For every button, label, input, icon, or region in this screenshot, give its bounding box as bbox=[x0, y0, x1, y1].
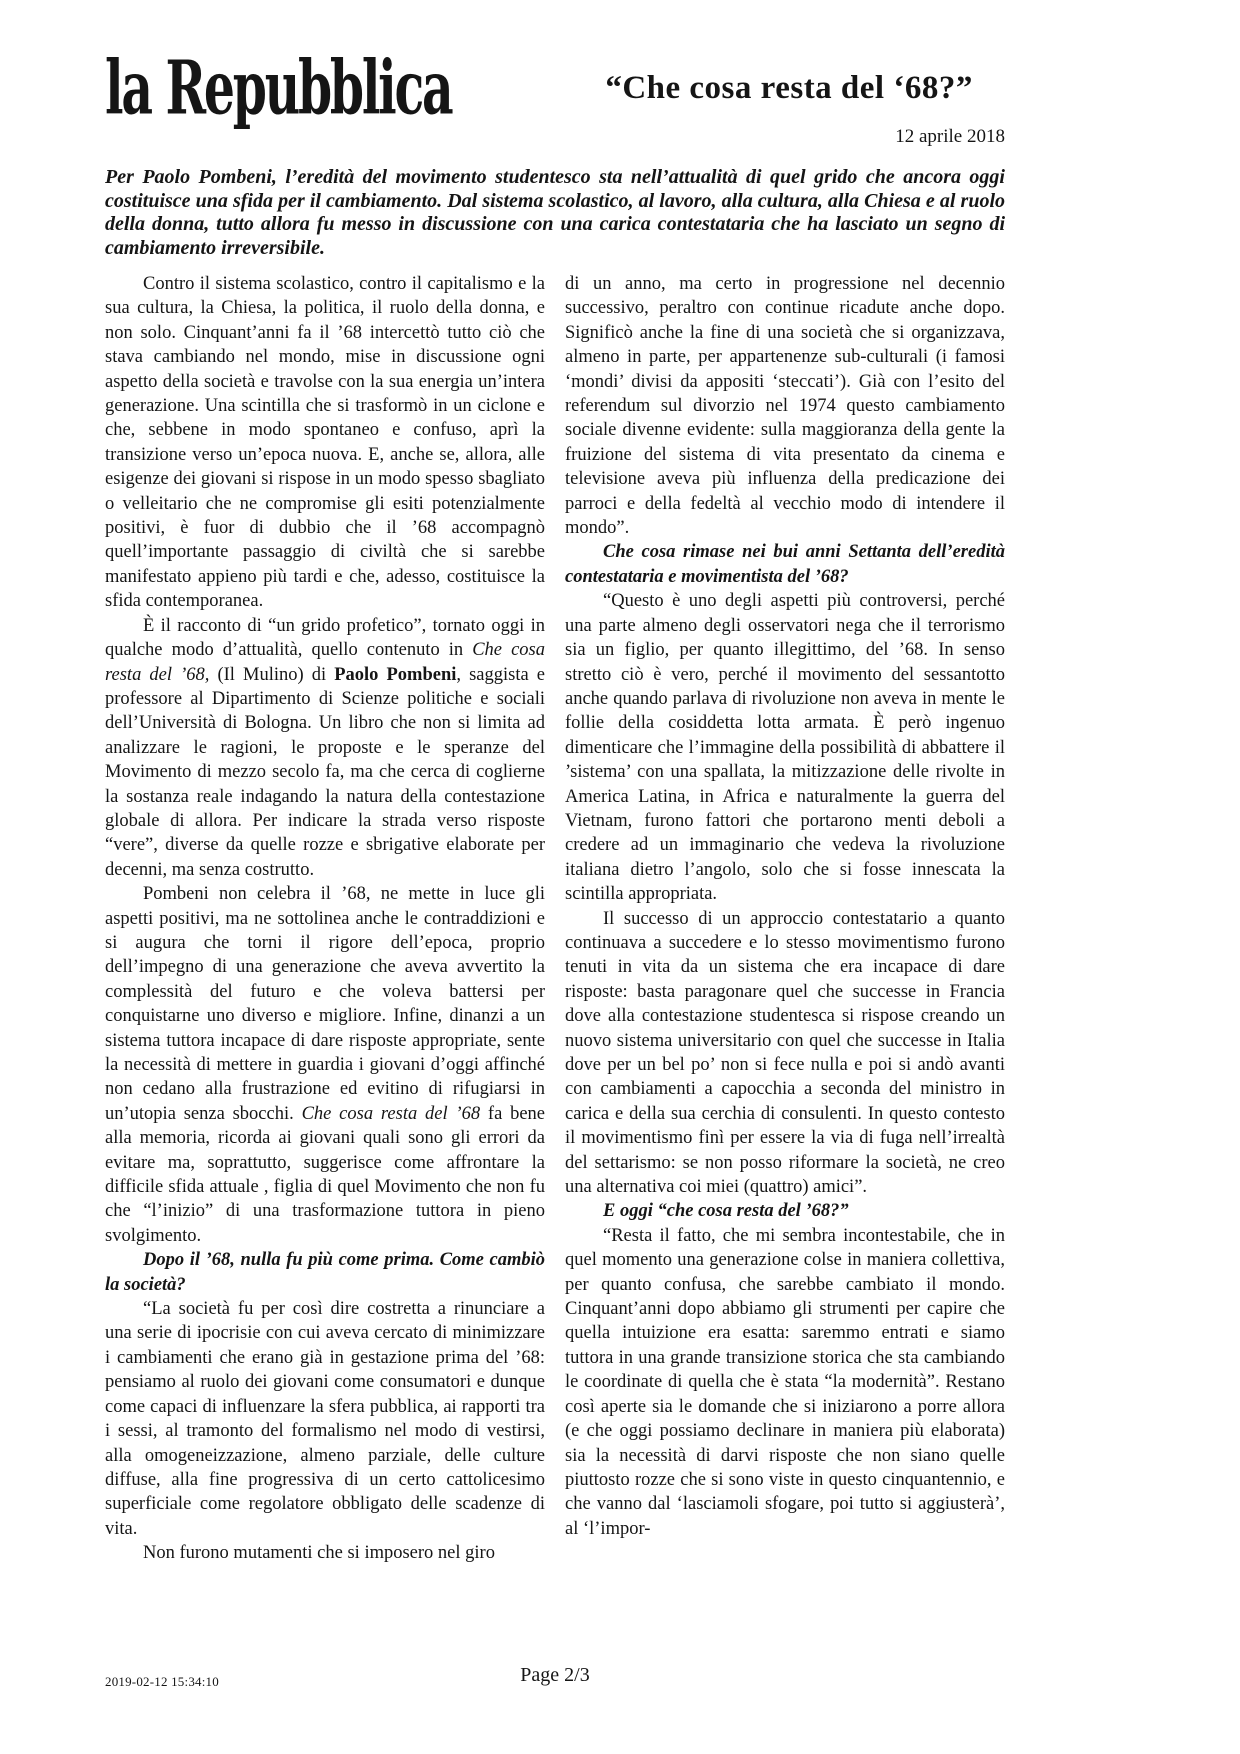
text-run: È il racconto di “un grido profetico”, tornato oggi in qualche modo d’attualità, quello contenuto in bbox=[105, 615, 545, 661]
text-run: “La società fu per così dire costretta a rinunciare a una serie di ipocrisie con cui aveva cercato di minimizzare i cambiamenti che erano già in gestazione prima del ’68: pensiamo al ruolo dei giovani come consumatori e dunque come capaci di influenzare la sfera pubblica, ai rapporti tra i sessi, al tramonto del formalismo nel modo di vestirsi, alla omogeneizzazione, almeno parziale, delle culture diffuse, alla fine progressiva di un certo cattolicesimo superficiale come regolatore obbligato delle scadenze di vita. bbox=[105, 1299, 545, 1539]
paragraph bbox=[565, 272, 1005, 540]
paragraph bbox=[105, 272, 545, 614]
right-column bbox=[565, 272, 1005, 1566]
text-run: Che cosa resta del ’68 bbox=[301, 1103, 481, 1124]
paragraph bbox=[105, 882, 545, 1248]
article-lede: Per Paolo Pombeni, l’eredità del movimento studentesco sta nell’attualità di quel grido che ancora oggi costituisce una sfida per il cambiamento. Dal sistema scolastico, al lavoro, alla cultura, alla Chiesa e al ruolo della donna, tutto allora fu messo in discussione con una carica contestataria che ha lasciato un segno di cambiamento irreversibile. bbox=[105, 166, 1005, 259]
masthead bbox=[105, 42, 1005, 132]
text-run: Che cosa rimase nei bui anni Settanta dell’eredità contestataria e movimentista del ’68? bbox=[565, 542, 1005, 587]
text-run: Dopo il ’68, nulla fu più come prima. Come cambiò la società? bbox=[105, 1250, 545, 1295]
text-run: Il successo di un approccio contestatario a quanto continuava a succedere e lo stesso movimentismo furono tenuti in vita da un sistema che era incapace di dare risposte: basta paragonare quel che successe in Francia dove alla contestazione studentesca si rispose creando un nuovo sistema universitario con quel che successe in Italia dove per un bel po’ non si fece nulla e poi si andò avanti con cambiamenti a capocchia a seconda del ministro in carica e della sua cerchia di consulenti. In questo contesto il movimentismo finì per essere la via di fuga nell’irrealtà del settarismo: se non posso riformare la società, ne creo una alternativa coi miei (quattro) amici”. bbox=[565, 908, 1005, 1198]
text-run: Non furono mutamenti che si imposero nel giro bbox=[143, 1543, 495, 1564]
question-subheading bbox=[565, 540, 1005, 589]
text-run: E oggi “che cosa resta del ’68?” bbox=[603, 1201, 849, 1222]
newspaper-logo: la Repubblica bbox=[105, 44, 452, 132]
text-run: Che cosa resta del ’68, bbox=[105, 640, 545, 685]
text-run: “Questo è uno degli aspetti più controversi, perché una parte almeno degli osservatori nega che il terrorismo sia un figlio, per quanto illegittimo, del ’68. In senso stretto ciò è vero, perché il movimento del sessantotto anche quando parlava di rivoluzione non aveva in mente le follie della cosiddetta lotta armata. È però ingenuo dimenticare che l’immagine della possibilità di abbattere il ’sistema’ con una spallata, la mitizzazione delle rivolte in America Latina, in Africa e naturalmente la guerra del Vietnam, furono fattori che portarono menti deboli a credere ad un immaginario che vedeva la rivoluzione italiana dietro l’angolo, solo che si fosse innescata la scintilla appropriata. bbox=[565, 591, 1005, 905]
left-column bbox=[105, 272, 545, 1566]
text-run: “Resta il fatto, che mi sembra incontestabile, che in quel momento una generazione colse in maniera collettiva, per quanto confusa, che sarebbe cambiato il mondo. Cinquant’anni dopo abbiamo gli strumenti per capire che quella intuizione era esatta: saremmo entrati e siamo tuttora in una grande transizione storica che sta cambiando le coordinate di quella che è stata “la modernità”. Restano così aperte sia le domande che si iniziarono a porre allora (e che oggi possiamo declinare in maniera più elaborata) sia la necessità di darvi risposte che non siano quelle piuttosto rozze che si sono viste in questo cinquantennio, e che vanno dal ‘lasciamoli sfogare, poi tutto si aggiusterà’, al ‘l’impor- bbox=[565, 1225, 1005, 1539]
article-date: 12 aprile 2018 bbox=[895, 126, 1005, 147]
text-run: Paolo Pombeni bbox=[334, 664, 457, 685]
paragraph bbox=[105, 614, 545, 882]
text-run: (Il Mulino) di bbox=[209, 664, 335, 685]
page-number: Page 2/3 bbox=[520, 1664, 590, 1686]
paragraph bbox=[105, 1297, 545, 1541]
text-run: , saggista e professore al Dipartimento di Scienze politiche e sociali dell’Università di Bologna. Un libro che non si limita ad analizzare le ragioni, le proposte e le speranze del Movimento di mezzo secolo fa, ma che cerca di coglierne la sostanza reale indagando la natura della contestazione globale di allora. Per indicare la strada verso risposte “vere”, diverse da quelle rozze e sbrigative elaborate per decenni, ma senza costrutto. bbox=[105, 664, 545, 880]
question-subheading bbox=[105, 1248, 545, 1297]
text-run: Contro il sistema scolastico, contro il capitalismo e la sua cultura, la Chiesa, la politica, il ruolo della donna, e non solo. Cinquant’anni fa il ’68 intercettò tutto ciò che stava cambiando nel mondo, mise in discussione ogni aspetto della società e travolse con la sua energia un’intera generazione. Una scintilla che si trasformò in un ciclone e che, sebbene in modo spontaneo e confuso, aprì la transizione verso un’epoca nuova. E, anche se, allora, alle esigenze dei giovani si rispose in un modo spesso sbagliato o velleitario che ne compromise gli esiti potenzialmente positivi, è fuor di dubbio che il ’68 accompagnò quell’importante passaggio di civiltà che si sarebbe manifestato appieno più tardi e che, adesso, costituisce la sfida contemporanea. bbox=[105, 274, 545, 612]
paragraph bbox=[565, 589, 1005, 906]
article-body bbox=[105, 272, 1005, 1566]
paragraph bbox=[105, 1541, 545, 1565]
article-title: “Che cosa resta del ‘68?” bbox=[605, 70, 973, 106]
paragraph bbox=[565, 1224, 1005, 1541]
text-run: di un anno, ma certo in progressione nel decennio successivo, peraltro con continue ricadute anche dopo. Significò anche la fine di una società che si organizzava, almeno in parte, per appartenenze sub-culturali (i famosi ‘mondi’ divisi da appositi ‘steccati’). Già con l’esito del referendum sul divorzio nel 1974 questo cambiamento sociale divenne evidente: sulla maggioranza della gente la fruizione del sistema di vita presentato da cinema e televisione aveva più influenza della predicazione dei parroci e della fedeltà al vecchio modo di intendere il mondo”. bbox=[565, 274, 1005, 539]
text-run: fa bene alla memoria, ricorda ai giovani quali sono gli errori da evitare ma, soprattutto, suggerisce come affrontare la difficile sfida attuale , figlia di quel Movimento che non fu che “l’inizio” di una trasformazione tuttora in pieno svolgimento. bbox=[105, 1103, 546, 1246]
footer-timestamp: 2019-02-12 15:34:10 bbox=[105, 1674, 219, 1689]
question-subheading bbox=[565, 1199, 1005, 1223]
paragraph bbox=[565, 907, 1005, 1200]
text-run: Pombeni non celebra il ’68, ne mette in luce gli aspetti positivi, ma ne sottolinea anche le contraddizioni e si augura che torni il rigore dell’epoca, proprio dell’impegno di una generazione che aveva avvertito la complessità del futuro e che voleva battersi per conquistarne uno diverso e migliore. Infine, dinanzi a un sistema tuttora incapace di dare risposte appropriate, sente la necessità di mettere in guardia i giovani d’oggi affinché non cedano alla frustrazione ed evitino di rifugiarsi in un’utopia senza sbocchi. bbox=[105, 884, 545, 1124]
